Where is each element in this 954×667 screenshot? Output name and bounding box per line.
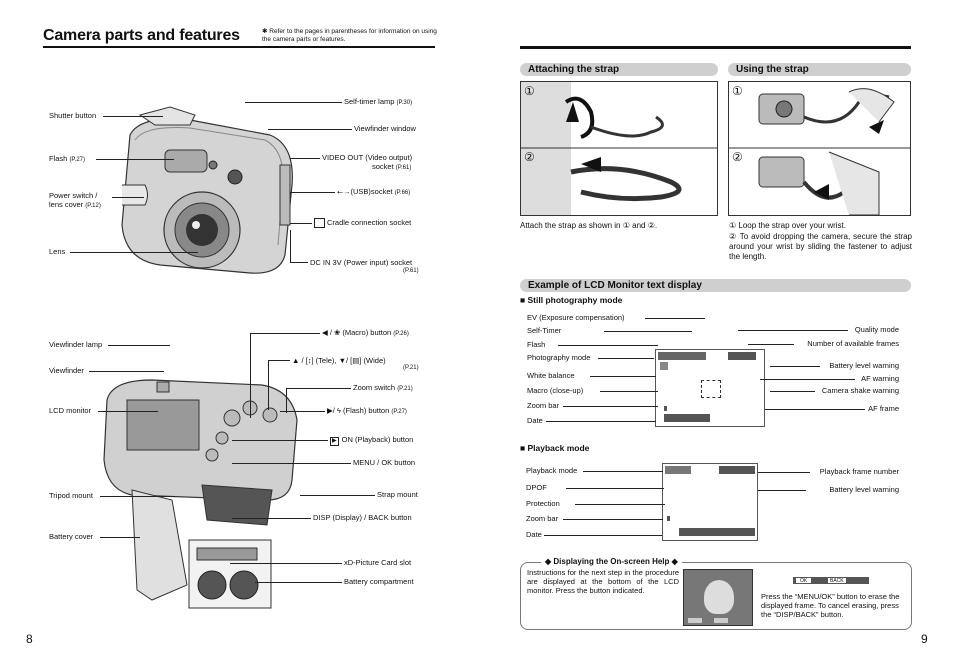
using-step-2: ② — [732, 150, 743, 164]
using-strap-illustration — [728, 81, 911, 216]
label-self-timer-ref: (P.30) — [396, 100, 413, 106]
help-lcd-example — [683, 569, 753, 626]
label-dc-in-ref: (P.61) — [403, 268, 419, 274]
leader-line — [583, 471, 663, 472]
label-video-out-text: socket — [372, 162, 394, 171]
lcd-label: AF frame — [868, 404, 899, 413]
leader-line — [738, 330, 848, 331]
using-step-1: ① — [732, 84, 743, 98]
label-flash-ref: (P.27) — [69, 157, 86, 163]
lcd-label: Playback mode — [526, 466, 578, 475]
label-lens: Lens — [49, 247, 66, 256]
camera-back-illustration — [92, 360, 312, 610]
leader-line — [96, 159, 174, 160]
lcd-label: Macro (close-up) — [527, 386, 584, 395]
leader-line — [232, 518, 311, 519]
lcd-label: Quality mode — [854, 325, 899, 334]
still-date-bar — [664, 414, 710, 422]
usb-icon: ⭠→ — [337, 187, 351, 196]
lcd-label: Battery level warning — [829, 361, 899, 370]
leader-line — [100, 537, 140, 538]
label-battery-compartment: Battery compartment — [344, 577, 414, 586]
leader-line — [232, 440, 328, 441]
label-usb-ref: (P.66) — [394, 190, 411, 196]
label-on-playback — [330, 435, 413, 446]
label-usb-text: (USB)socket — [350, 187, 393, 196]
leader-line — [268, 129, 352, 130]
still-mode-heading: ■ Still photography mode — [520, 295, 623, 305]
leader-line — [563, 519, 663, 520]
label-battery-cover: Battery cover — [49, 532, 94, 541]
playback-icon: ▶ — [332, 438, 337, 444]
label-viewfinder: Viewfinder — [49, 366, 84, 375]
leader-line — [590, 376, 656, 377]
leader-line — [250, 333, 320, 334]
leader-line — [89, 371, 164, 372]
help-button-bar — [793, 577, 869, 584]
lcd-label: AF warning — [861, 374, 899, 383]
leader-line — [230, 563, 342, 564]
leader-line — [770, 391, 815, 392]
lcd-label: Playback frame number — [819, 467, 899, 476]
leader-line — [748, 344, 794, 345]
right-page-top-rule — [520, 46, 911, 49]
af-frame — [701, 380, 721, 398]
leader-line — [290, 223, 312, 224]
leader-line — [108, 345, 170, 346]
lcd-label: Zoom bar — [527, 401, 560, 410]
label-zoom-text: Zoom switch — [353, 383, 396, 392]
label-flash-text: Flash — [49, 154, 68, 163]
reference-note: ✱ Refer to the pages in parentheses for information on using the camera parts or features. — [262, 28, 437, 43]
leader-line — [250, 333, 251, 418]
leader-line — [544, 535, 662, 536]
lcd-label: Flash — [527, 340, 546, 349]
lcd-label: EV (Exposure compensation) — [527, 313, 625, 322]
label-viewfinder-window: Viewfinder window — [354, 124, 416, 133]
leader-line — [600, 391, 658, 392]
lcd-label: DPOF — [526, 483, 547, 492]
leader-line — [604, 331, 692, 332]
portrait-image — [704, 580, 734, 614]
lcd-label: Date — [526, 530, 542, 539]
label-shutter-button: Shutter button — [49, 111, 97, 120]
lcd-label: White balance — [527, 371, 575, 380]
playback-zoom-bar — [667, 516, 670, 521]
white-balance-icon — [660, 362, 668, 370]
leader-line — [290, 158, 320, 159]
help-back-mini — [714, 618, 728, 623]
leader-line — [70, 252, 198, 253]
attach-step-2: ② — [524, 150, 535, 164]
still-frames-counter — [728, 352, 756, 360]
help-erase-text: Press the “MENU/OK” button to erase the displayed frame. To cancel erasing, press the “DISP/BACK” button. — [761, 592, 900, 619]
leader-line — [566, 488, 664, 489]
leader-line — [760, 379, 855, 380]
leader-line — [245, 102, 342, 103]
attach-strap-illustration — [520, 81, 718, 216]
attach-strap-heading: Attaching the strap — [520, 63, 718, 76]
label-self-timer-lamp — [344, 97, 412, 108]
help-text: Instructions for the next step in the procedure are displayed at the bottom of the LCD monitor. Press the button indicated. — [527, 568, 679, 595]
leader-line — [286, 388, 287, 413]
page-number-right: 9 — [921, 632, 928, 646]
leader-line — [598, 358, 654, 359]
leader-line — [280, 411, 325, 412]
label-video-out-ref: (P.61) — [395, 165, 412, 171]
leader-line — [558, 345, 658, 346]
leader-line — [546, 421, 656, 422]
lcd-label: Camera shake warning — [821, 386, 899, 395]
playback-frame-counter — [719, 466, 755, 474]
label-tripod-mount: Tripod mount — [49, 491, 93, 500]
leader-line — [286, 388, 351, 389]
using-strap-drawing — [729, 82, 910, 215]
leader-line — [758, 490, 806, 491]
leader-line — [290, 192, 335, 193]
label-strap-mount: Strap mount — [377, 490, 418, 499]
label-tele-wide: ▲ / [↕] (Tele), ▼/ [▤] (Wide) — [292, 356, 386, 365]
label-macro-ref: (P.26) — [393, 331, 409, 337]
leader-line — [100, 496, 175, 497]
label-flash-button — [327, 406, 407, 417]
title-underline — [43, 46, 435, 48]
label-power-ref: (P.12) — [85, 203, 101, 209]
label-self-timer-text: Self-timer lamp — [344, 97, 395, 106]
help-heading: ◆ Displaying the On-screen Help ◆ — [541, 557, 682, 567]
leader-line — [232, 463, 351, 464]
attach-strap-drawing — [521, 82, 717, 215]
label-menu-ok: MENU / OK button — [353, 458, 416, 467]
leader-line — [255, 582, 342, 583]
playback-date-bar — [679, 528, 755, 536]
help-box — [520, 557, 912, 630]
cradle-icon — [314, 218, 325, 228]
label-xd-slot: xD-Picture Card slot — [344, 558, 412, 567]
leader-line — [112, 197, 144, 198]
label-dc-in: DC IN 3V (Power input) socket — [310, 258, 413, 267]
label-cradle-socket — [314, 218, 411, 228]
still-zoom-bar — [664, 406, 667, 411]
still-lcd-screen — [655, 349, 765, 427]
leader-line — [563, 406, 658, 407]
label-cradle-text: Cradle connection socket — [327, 218, 412, 227]
lcd-label: Number of available frames — [807, 339, 899, 348]
attach-step-1: ① — [524, 84, 535, 98]
leader-line — [268, 360, 269, 410]
leader-line — [770, 366, 820, 367]
leader-line — [98, 411, 158, 412]
camera-front-illustration — [100, 95, 300, 285]
using-item-2: ② To avoid dropping the camera, secure the strap around your wrist by sliding the fastener to adjust the length. — [729, 232, 912, 261]
label-zoom-ref: (P.21) — [397, 386, 413, 392]
playback-lcd-screen — [662, 463, 758, 541]
leader-line — [765, 409, 865, 410]
label-usb-socket — [337, 187, 410, 198]
leader-line — [300, 495, 375, 496]
leader-line — [575, 504, 665, 505]
lcd-label: Battery level warning — [829, 485, 899, 494]
leader-line — [268, 360, 290, 361]
playback-mode-heading: ■ Playback mode — [520, 443, 590, 453]
leader-line — [290, 262, 308, 263]
label-disp-back: DISP (Display) / BACK button — [313, 513, 412, 522]
page-title: Camera parts and features — [43, 27, 240, 44]
label-flash-btn-text: ▶/ ϟ (Flash) button — [327, 406, 390, 415]
label-zoom-switch — [353, 383, 413, 394]
using-item-1: ① Loop the strap over your wrist. — [729, 221, 846, 230]
lcd-label: Protection — [526, 499, 560, 508]
label-flash — [49, 154, 85, 165]
label-viewfinder-lamp: Viewfinder lamp — [49, 340, 103, 349]
label-video-out: VIDEO OUT (Video output) — [322, 153, 413, 162]
label-tele-ref: (P.21) — [403, 365, 419, 371]
attach-caption: Attach the strap as shown in ① and ②. — [520, 221, 658, 230]
playback-icon-bar — [665, 466, 691, 474]
lcd-display-heading: Example of LCD Monitor text display — [520, 279, 911, 292]
label-macro-button — [322, 328, 409, 339]
help-ok-mini — [688, 618, 702, 623]
using-strap-heading: Using the strap — [728, 63, 911, 76]
page-number-left: 8 — [26, 632, 33, 646]
help-back-button: BACK — [827, 577, 847, 584]
label-lens-cover — [49, 200, 101, 211]
still-icon-bar — [658, 352, 706, 360]
lcd-label: Self-Timer — [527, 326, 562, 335]
label-lcd-monitor: LCD monitor — [49, 406, 92, 415]
lcd-label: Zoom bar — [526, 514, 559, 523]
leader-line — [103, 116, 163, 117]
help-ok-button: OK — [795, 577, 812, 584]
leader-line — [645, 318, 705, 319]
leader-line — [758, 472, 810, 473]
label-macro-text: ◀ / ❀ (Macro) button — [322, 328, 392, 337]
leader-line — [290, 230, 291, 262]
label-flash-btn-ref: (P.27) — [391, 409, 407, 415]
label-video-out-2 — [372, 162, 411, 173]
label-on-playback-text: ON (Playback) button — [341, 435, 414, 444]
label-power-switch: Power switch / — [49, 191, 98, 200]
label-lens-cover-text: lens cover — [49, 200, 84, 209]
lcd-label: Date — [527, 416, 543, 425]
lcd-label: Photography mode — [527, 353, 591, 362]
